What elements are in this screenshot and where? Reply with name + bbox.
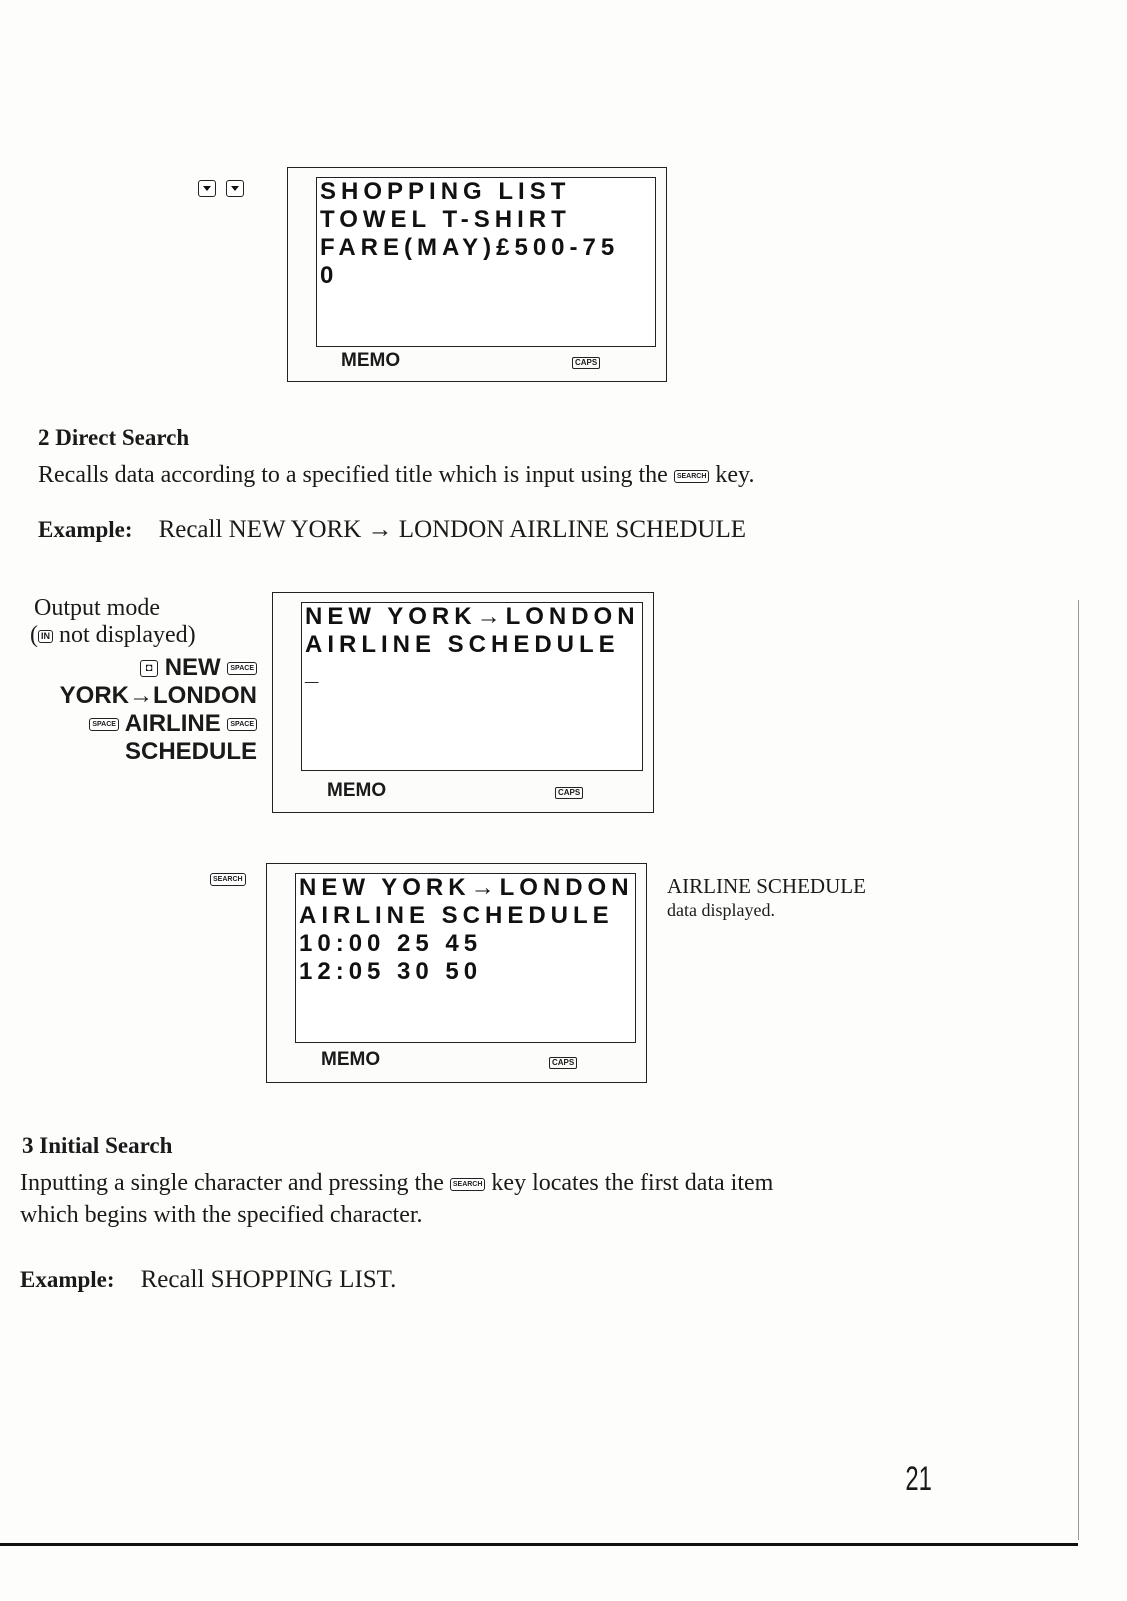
result-note (667, 873, 866, 921)
search-key-icon: SEARCH (210, 873, 246, 886)
space-key-icon: SPACE (227, 662, 257, 675)
cursor-down-keys (198, 179, 244, 197)
example-label: Example: (20, 1267, 115, 1292)
search-key-icon: SEARCH (674, 470, 710, 483)
note-line: data displayed. (667, 900, 775, 920)
section-body-initial-search-line2: which begins with the specified character. (20, 1202, 423, 1228)
lcd-display-airline-result (266, 863, 647, 1083)
down-arrow-key-icon (198, 180, 216, 197)
memo-indicator: MEMO (321, 1049, 381, 1070)
paren: ( (30, 622, 38, 648)
memo-indicator: MEMO (341, 350, 401, 371)
page-number: 21 (905, 1460, 932, 1498)
body-text: Recalls data according to a specified title which is input using the (38, 462, 668, 488)
body-text: Inputting a single character and pressing the (20, 1170, 444, 1196)
note-line: AIRLINE SCHEDULE (667, 874, 866, 898)
caps-indicator: CAPS (549, 1057, 577, 1069)
key-sequence-word: AIRLINE (124, 710, 221, 737)
shift-key-icon: ◘ (140, 660, 158, 677)
example-text: Recall SHOPPING LIST. (140, 1266, 397, 1293)
example-direct-search (38, 515, 746, 545)
lcd-line: 0 (320, 262, 339, 289)
lcd-line: AIRLINE SCHEDULE (305, 631, 620, 658)
output-mode-label: Output mode (34, 595, 160, 621)
caps-indicator: CAPS (572, 357, 600, 369)
caps-indicator: CAPS (555, 787, 583, 799)
example-initial-search (20, 1265, 396, 1295)
section-body-direct-search (38, 460, 754, 490)
key-sequence-line (60, 654, 257, 682)
body-text: key locates the first data item (491, 1170, 774, 1196)
lcd-cursor: _ (305, 659, 324, 686)
lcd-display-shopping-list (287, 167, 667, 382)
lcd-line: 12:05 30 50 (299, 958, 483, 985)
lcd-line: FARE(MAY)£500-75 (320, 234, 620, 261)
space-key-icon: SPACE (227, 718, 257, 731)
key-sequence-line (60, 710, 257, 738)
lcd-line: 10:00 25 45 (299, 930, 483, 957)
lcd-display-airline-input (272, 592, 654, 813)
search-key-icon: SEARCH (450, 1178, 486, 1191)
in-key-icon: IN (38, 630, 53, 643)
key-sequence-word: NEW (164, 654, 221, 681)
section-heading-initial-search: 3 Initial Search (22, 1133, 173, 1158)
example-text: Recall NEW YORK → LONDON AIRLINE SCHEDULE (158, 516, 746, 543)
lcd-line: SHOPPING LIST (320, 178, 571, 205)
body-text: key. (715, 462, 755, 488)
lcd-line: NEW YORK→LONDON (305, 603, 640, 630)
example-label: Example: (38, 517, 133, 542)
key-sequence-line: SCHEDULE (124, 738, 257, 765)
in-not-displayed-label (30, 620, 196, 650)
key-sequence-line: YORK→LONDON (59, 682, 257, 709)
search-key-step (210, 870, 246, 888)
key-sequence (60, 654, 257, 766)
lcd-line: AIRLINE SCHEDULE (299, 902, 614, 929)
section-heading-direct-search: 2 Direct Search (38, 425, 190, 450)
bottom-rule (0, 1543, 1078, 1546)
lcd-line: TOWEL T-SHIRT (320, 206, 571, 233)
right-margin-line (1078, 600, 1079, 1540)
memo-indicator: MEMO (327, 780, 387, 801)
down-arrow-key-icon (226, 180, 244, 197)
space-key-icon: SPACE (89, 718, 119, 731)
lcd-line: NEW YORK→LONDON (299, 874, 634, 901)
body-text: not displayed) (59, 622, 196, 648)
section-body-initial-search (20, 1168, 773, 1198)
